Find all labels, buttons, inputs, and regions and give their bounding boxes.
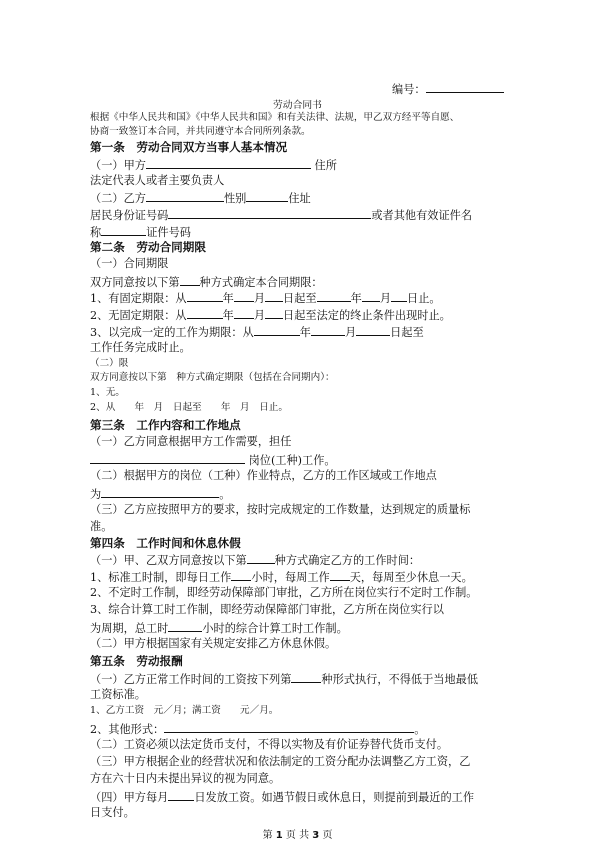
contract-term-subheading: （一）合同期限: [90, 257, 169, 270]
quality-line-2: 准。: [90, 520, 113, 533]
party-b-line: （二）乙方 性别 住址: [90, 192, 311, 205]
work-location-blank-line: 为 。: [90, 488, 231, 501]
adjustment-line-2: 方在六十日内未提出异议的视为同意。: [90, 772, 281, 785]
certificate-name-blank[interactable]: [101, 224, 146, 236]
task-done-line: 工作任务完成时止。: [90, 341, 191, 354]
certificate-line: 称 证件号码: [90, 226, 191, 239]
payday-line: （四）甲方每月 日发放工资。如遇节假日或休息日，则提前到最近的工作: [90, 791, 475, 804]
wage-form-line: （一）乙方正常工作时间的工资按下列第 种形式执行，不得低于当地最低: [90, 673, 479, 686]
comprehensive-hours-line: 3、综合计算工时工作制，即经劳动保障部门审批，乙方所在岗位实行以: [90, 603, 444, 616]
wage-amount-line: 1、乙方工资 元／月；满工资 元／月。: [90, 705, 279, 716]
open-term-line: 2、无固定期限：从 年 月 日起至法定的终止条件出现时止。: [90, 309, 451, 322]
comprehensive-hours-line-2: 为周期，总工时 小时的综合计算工时工作制。: [90, 622, 348, 635]
page-footer: 第 1 页 共 3 页: [262, 830, 333, 841]
probation-option-2: 2、从 年 月 日起至 年 月 日止。: [90, 402, 288, 413]
term-method-blank[interactable]: [180, 274, 200, 286]
flexible-hours-line: 2、不定时工作制，即经劳动保障部门审批，乙方所在岗位实行不定时工作制。: [90, 586, 478, 599]
party-a-blank[interactable]: [146, 157, 311, 169]
party-b-gender-blank[interactable]: [246, 190, 288, 202]
work-location-blank[interactable]: [101, 486, 219, 498]
hours-method-line: （一）甲、乙双方同意按以下第 种方式确定乙方的工作时间：: [90, 554, 421, 567]
currency-line: （二）工资必须以法定货币支付，不得以实物及有价证券替代货币支付。: [90, 738, 449, 751]
quality-line-1: （三）乙方应按照甲方的要求，按时完成规定的工作数量，达到规定的质量标: [90, 503, 471, 516]
task-term-line: 3、以完成一定的工作为期限：从 年 月 日起至: [90, 326, 424, 339]
article-2-heading: 第二条 劳动合同期限: [90, 240, 206, 254]
legal-representative-line: 法定代表人或者主要负责人: [90, 174, 225, 187]
position-blank[interactable]: [90, 452, 245, 464]
fixed-term-line: 1、有固定期限：从 年 月 日起至 年 月 日止。: [90, 292, 441, 305]
position-line-2: 岗位(工种)工作。: [90, 452, 336, 468]
document-title: 劳动合同书: [273, 100, 322, 111]
article-5-heading: 第五条 劳动报酬: [90, 654, 183, 668]
probation-subheading: （二）限: [90, 358, 129, 369]
probation-method-line: 双方同意按以下第 种方式确定期限（包括在合同期内）：: [90, 372, 335, 383]
party-b-name-blank[interactable]: [146, 190, 224, 202]
term-method-line: 双方同意按以下第 种方式确定本合同期限：: [90, 276, 323, 289]
payday-line-2: 日支付。: [90, 806, 135, 819]
article-4-heading: 第四条 工作时间和休息休假: [90, 536, 241, 550]
id-number-line: 居民身份证号码 或者其他有效证件名: [90, 209, 473, 222]
work-location-line: （二）根据甲方的岗位（工种）作业特点，乙方的工作区域或工作地点: [90, 469, 437, 482]
position-line-1: （一）乙方同意根据甲方工作需要，担任: [90, 435, 292, 448]
number-blank[interactable]: [426, 81, 504, 93]
contract-number: [392, 81, 504, 97]
intro-line-2: 协商一致签订本合同，并共同遵守本合同所列条款。: [90, 126, 311, 137]
id-number-blank[interactable]: [168, 207, 371, 219]
number-label: 编号：: [392, 83, 426, 96]
rest-leave-line: （二）甲方根据国家有关规定安排乙方休息休假。: [90, 637, 337, 650]
article-1-heading: 第一条 劳动合同双方当事人基本情况: [90, 140, 288, 154]
minimum-wage-line: 工资标准。: [90, 688, 146, 701]
probation-option-1: 1、无。: [90, 387, 125, 398]
adjustment-line-1: （三）甲方根据企业的经营状况和依法制定的工资分配办法调整乙方工资，乙: [90, 755, 471, 768]
other-form-line: 2、其他形式： 。: [90, 723, 426, 736]
total-pages: 3: [312, 830, 320, 841]
party-a-line: （一）甲方 住所: [90, 159, 337, 172]
current-page: 1: [275, 830, 283, 841]
article-3-heading: 第三条 工作内容和工作地点: [90, 418, 241, 432]
standard-hours-line: 1、标准工时制，即每日工作 小时，每周工作 天，每周至少休息一天。: [90, 571, 473, 584]
other-form-blank[interactable]: [164, 721, 414, 733]
intro-line-1: 根据《中华人民共和国》《中华人民共和国》和有关法律、法规，甲乙双方经平等自愿、: [90, 112, 460, 123]
